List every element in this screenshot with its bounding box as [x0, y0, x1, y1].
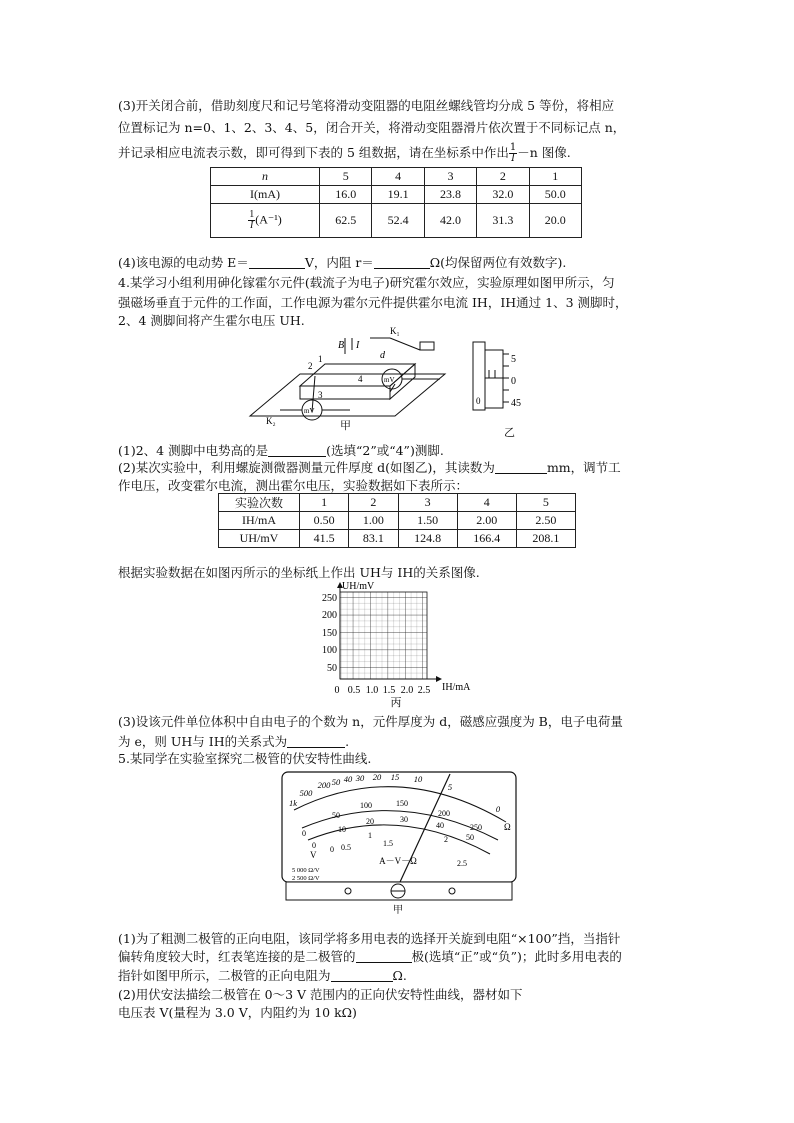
q3-part4-b: V，内阻 r＝: [304, 255, 374, 270]
table-cell: 1.00: [349, 512, 398, 530]
volt-symbol: V: [310, 850, 317, 860]
table-cell: 5: [320, 168, 372, 186]
unit-label: (A⁻¹): [255, 212, 282, 227]
x-tick-label: 0: [334, 685, 340, 696]
q4-part1: [118, 442, 678, 460]
scale-2.5-label: 0.5: [341, 843, 351, 852]
ohm-scale-label: 40: [343, 774, 353, 784]
figure-caption-yi: 乙: [504, 426, 515, 439]
label-B: B: [338, 340, 345, 351]
q4-part2-line2: 作电压，改变霍尔电流，测出霍尔电压，实验数据如下表所示：: [118, 478, 469, 493]
ohm-scale-label: 200: [317, 780, 331, 790]
table-cell: IH/mA: [219, 512, 300, 530]
label-4: 4: [358, 374, 363, 384]
table-cell: 3: [398, 494, 457, 512]
table-row: [219, 512, 576, 530]
frac-num: 1: [509, 142, 517, 153]
q3-part4-c: Ω(均保留两位有效数字).: [429, 255, 567, 270]
q5-title: 5.某同学在实验室探究二极管的伏安特性曲线.: [118, 751, 372, 766]
y-tick-label: 250: [322, 593, 337, 604]
x-tick-label: 2.0: [400, 685, 414, 696]
table-cell: 62.5: [320, 204, 372, 238]
x-tick-label: 1.0: [365, 685, 379, 696]
table-cell: 实验次数: [219, 494, 300, 512]
ohm-scale-label: 0: [495, 804, 501, 814]
label-K2: K₂: [266, 416, 276, 426]
ohm-scale-label: 50: [331, 777, 341, 787]
scale-2.5-label: 1.5: [383, 839, 393, 848]
label-3: 3: [318, 390, 323, 400]
q5-part1-d: 指针如图甲所示，二极管的正向电阻为: [118, 968, 331, 983]
ohm-scale-label: 10: [413, 774, 423, 784]
q4-line2: 强磁场垂直于元件的工作面，工作电源为霍尔元件提供霍尔电流 IH，IH通过 1、3 测脚时，: [118, 295, 628, 310]
meter-center-label: A－V－Ω: [379, 856, 417, 866]
q4-part3-b: 为 e，则 UH与 IH的关系式为: [118, 734, 288, 749]
table-cell: 52.4: [372, 204, 424, 238]
q4-part1-b: (选填“2”或“4”)测脚.: [326, 443, 444, 458]
table-cell: 2: [349, 494, 398, 512]
table-cell: 1: [300, 494, 349, 512]
q3-part4: [118, 254, 678, 272]
scale-250-label: 50: [332, 811, 340, 820]
graph-x-label: IH/mA: [442, 682, 471, 693]
label-d: d: [380, 350, 385, 361]
table-cell: I(mA): [211, 186, 320, 204]
q4-part2-b: mm，调节工: [546, 460, 621, 475]
micrometer-tick-45: 45: [511, 398, 521, 409]
y-tick-label: 200: [322, 610, 337, 621]
answer-blank-terminal[interactable]: [268, 443, 326, 457]
figure-caption-meter: 甲: [393, 905, 403, 916]
table-cell: 2.50: [516, 512, 575, 530]
y-tick-label: 50: [327, 663, 337, 674]
scale-2.5-label: 2: [444, 835, 448, 844]
scale-250-label: 0: [302, 829, 306, 838]
table-cell: 208.1: [516, 530, 575, 548]
q5-part1-c: 极(选填“正”或“负”)；此时多用电表的: [411, 949, 622, 964]
scale-50-label: 20: [366, 817, 374, 826]
ohm-scale-label: 1k: [288, 798, 298, 808]
x-tick-label: 2.5: [417, 685, 431, 696]
q3-line3-post: －n 图像.: [517, 145, 571, 160]
table-cell: 1.50: [398, 512, 457, 530]
answer-blank-polarity[interactable]: [356, 949, 412, 963]
table-row: [219, 530, 576, 548]
table-row: [211, 186, 582, 204]
table-hall-data: [218, 493, 576, 548]
millivoltmeter-icon: mV: [384, 376, 395, 384]
q4-part2-line1: [118, 459, 678, 477]
frac-num: 1: [249, 209, 255, 220]
table-cell: 4: [372, 168, 424, 186]
table-current-vs-n: [210, 167, 582, 238]
scale-50-label: 0: [312, 841, 316, 850]
table-cell: 2: [477, 168, 529, 186]
table-cell: 4: [457, 494, 516, 512]
ohm-scale-label: 15: [390, 772, 400, 782]
table-cell: 166.4: [457, 530, 516, 548]
table-cell: 41.5: [300, 530, 349, 548]
q4-plot-instruction: 根据实验数据在如图丙所示的坐标纸上作出 UH与 IH的关系图像.: [118, 565, 480, 580]
scale-250-label: 250: [470, 823, 482, 832]
label-K1: K₁: [390, 326, 400, 336]
q4-line3: 2、4 测脚间将产生霍尔电压 UH.: [118, 313, 305, 328]
table-cell: 16.0: [320, 186, 372, 204]
q4-line1: 4.某学习小组利用砷化镓霍尔元件(载流子为电子)研究霍尔效应，实验原理如图甲所示，匀: [118, 275, 615, 290]
scale-50-label: 40: [436, 821, 444, 830]
q4-part2-a: (2)某次实验中，利用螺旋测微器测量元件厚度 d(如图乙)，其读数为: [118, 460, 495, 475]
y-tick-label: 150: [322, 628, 337, 639]
answer-blank-thickness[interactable]: [495, 460, 547, 474]
table-cell: 20.0: [529, 204, 581, 238]
table-cell: 42.0: [424, 204, 476, 238]
table-cell: 3: [424, 168, 476, 186]
q4-part3-line1: (3)设该元件单位体积中自由电子的个数为 n，元件厚度为 d，磁感应强度为 B，电子电荷量: [118, 714, 623, 729]
graph-paper-bing: [318, 580, 488, 710]
q5-part2-line1: (2)用伏安法描绘二极管在 0～3 V 范围内的正向伏安特性曲线，器材如下: [118, 987, 523, 1002]
q3-line3-pre: 并记录相应电流表示数，即可得到下表的 5 组数据，请在坐标系中作出: [118, 145, 509, 160]
scale-2.5-label: 0: [330, 845, 334, 854]
table-cell: UH/mV: [219, 530, 300, 548]
table-row: [219, 494, 576, 512]
x-tick-label: 0.5: [347, 685, 361, 696]
micrometer-diagram: [455, 340, 525, 415]
table-cell: 2.00: [457, 512, 516, 530]
ohm-scale-label: 5: [447, 782, 453, 792]
graph-y-label: UH/mV: [342, 581, 375, 592]
table-cell: 23.8: [424, 186, 476, 204]
q5-part1-b: 偏转角度较大时，红表笔连接的是二极管的: [118, 949, 356, 964]
ohm-scale-label: 20: [372, 772, 382, 782]
table-row: [211, 168, 582, 186]
scale-250-label: 100: [360, 801, 372, 810]
millivoltmeter-icon: mV: [304, 407, 315, 415]
x-tick-label: 1.5: [382, 685, 396, 696]
label-1: 1: [318, 354, 323, 364]
q3-part3-line2: 位置标记为 n=0、1、2、3、4、5，闭合开关，将滑动变阻器滑片依次置于不同标记点 n，: [118, 120, 626, 135]
ohm-scale-label: 500: [299, 788, 313, 798]
table-cell: 31.3: [477, 204, 529, 238]
y-tick-label: 100: [322, 645, 337, 656]
answer-blank-emf[interactable]: [249, 255, 305, 269]
table-cell: n: [211, 168, 320, 186]
micrometer-tick-0: 0: [511, 376, 516, 387]
figure-caption-bing: 丙: [390, 697, 402, 709]
figure-caption-jia: 甲: [340, 419, 351, 432]
table-cell: 19.1: [372, 186, 424, 204]
ohm-symbol: Ω: [504, 822, 511, 832]
meter-spec: 2 500 Ω/V: [292, 875, 320, 882]
q5-part2-line2: 电压表 V(量程为 3.0 V，内阻约为 10 kΩ): [118, 1005, 357, 1020]
ohm-scale-label: 30: [355, 773, 365, 783]
frac-den: I: [250, 220, 254, 231]
scale-50-label: 30: [400, 815, 408, 824]
table-cell: 1: [529, 168, 581, 186]
q3-part4-a: (4)该电源的电动势 E＝: [118, 255, 249, 270]
frac-den: I: [511, 153, 516, 164]
table-cell: 124.8: [398, 530, 457, 548]
answer-blank-resistance[interactable]: [374, 255, 430, 269]
q5-part1-line3: [118, 967, 678, 985]
q4-part3-line2: 为 e，则 UH与 IH的关系式为 .: [118, 734, 350, 749]
q4-part1-a: (1)2、4 测脚中电势高的是: [118, 443, 269, 458]
q5-part1-line1: (1)为了粗测二极管的正向电阻，该同学将多用电表的选择开关旋到电阻“×100”挡，当指针: [118, 931, 621, 946]
scale-2.5-label: 2.5: [457, 859, 467, 868]
table-cell: 83.1: [349, 530, 398, 548]
table-row: [211, 204, 582, 238]
table-cell: 32.0: [477, 186, 529, 204]
micrometer-main-0: 0: [476, 396, 481, 406]
meter-spec: 5 000 Ω/V: [292, 867, 320, 874]
label-I: I: [356, 340, 360, 351]
scale-250-label: 150: [396, 799, 408, 808]
table-cell: 0.50: [300, 512, 349, 530]
scale-50-label: 10: [338, 825, 346, 834]
answer-blank-diode-resistance[interactable]: [331, 968, 393, 982]
q5-part1-line2: [118, 948, 678, 966]
scale-50-label: 50: [466, 833, 474, 842]
multimeter-dial: [280, 770, 520, 918]
scale-250-label: 200: [438, 809, 450, 818]
table-cell: 50.0: [529, 186, 581, 204]
q3-part3-line1: (3)开关闭合前，借助刻度尺和记号笔将滑动变阻器的电阻丝螺线管均分成 5 等份，将相应: [118, 98, 615, 113]
q3-part3-line3: [118, 143, 678, 164]
table-cell: 5: [516, 494, 575, 512]
micrometer-tick-5: 5: [511, 354, 516, 365]
scale-2.5-label: 1: [368, 831, 372, 840]
label-2: 2: [308, 361, 313, 371]
answer-blank-relation[interactable]: [287, 734, 345, 748]
table-cell: [211, 204, 320, 238]
q5-part1-e: Ω.: [392, 968, 407, 983]
